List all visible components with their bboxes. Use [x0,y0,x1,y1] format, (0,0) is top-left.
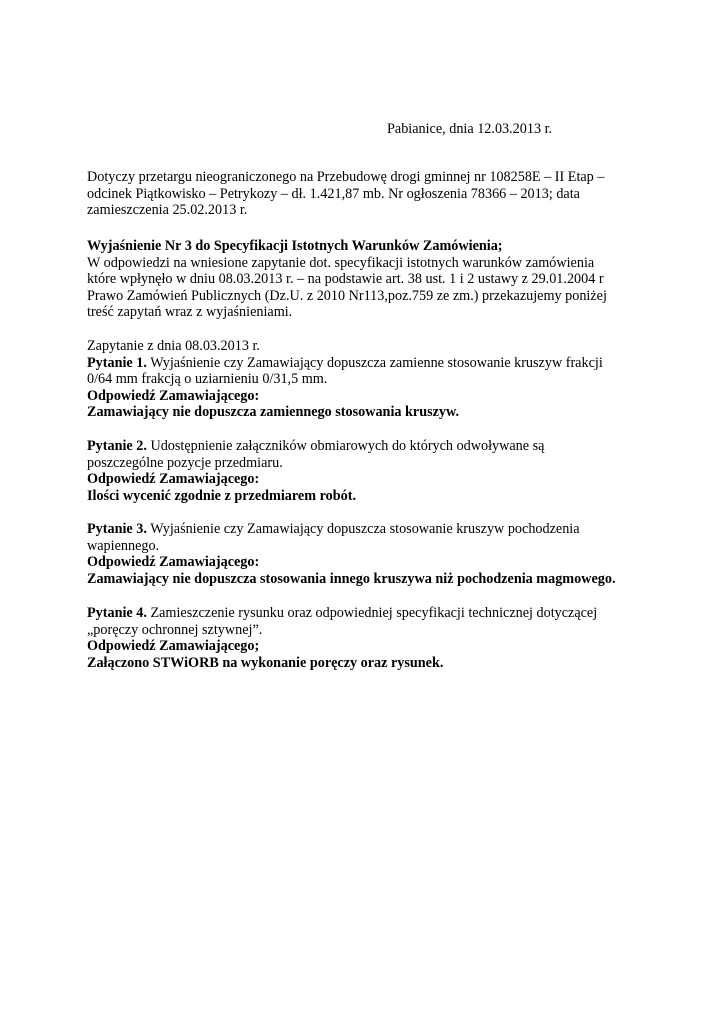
answer-label: Odpowiedź Zamawiającego: [87,387,260,404]
question-text: 0/64 mm frakcją o uziarnieniu 0/31,5 mm. [87,371,328,388]
subject-line: Dotyczy przetargu nieograniczonego na Przebudowę drogi gminnej nr 108258E – II Etap – [87,169,605,185]
answer-label: Odpowiedź Zamawiającego: [87,471,260,488]
question-text: wapiennego. [87,537,160,554]
intro-line: Prawo Zamówień Publicznych (Dz.U. z 2010 Nr113,poz.759 ze zm.) przekazujemy poniżej [87,287,607,304]
question-2-section [87,438,647,504]
explanation-section [87,238,647,321]
answer-label: Odpowiedź Zamawiającego: [87,554,260,571]
subject-paragraph [87,169,647,219]
question-text: Zamieszczenie rysunku oraz odpowiedniej specyfikacji technicznej dotyczącej [146,605,598,621]
date-line: Pabianice, dnia 12.03.2013 r. [387,121,553,137]
intro-line: W odpowiedzi na wniesione zapytanie dot. specyfikacji istotnych warunków zamówienia [87,254,595,271]
question-1-section [87,338,647,421]
explanation-title: Wyjaśnienie Nr 3 do Specyfikacji Istotnych Warunków Zamówienia; [87,238,503,254]
question-3-section [87,521,647,587]
answer-text: Zamawiający nie dopuszcza stosowania innego kruszywa niż pochodzenia magmowego. [87,570,616,587]
intro-line: które wpłynęło w dniu 08.03.2013 r. – na podstawie art. 38 ust. 1 i 2 ustawy z 29.01.2004 r [87,271,604,288]
subject-line: zamieszczenia 25.02.2013 r. [87,202,248,219]
question-label: Pytanie 4. [87,605,147,621]
question-text: Wyjaśnienie czy Zamawiający dopuszcza stosowanie kruszyw pochodzenia [146,521,580,537]
question-text: Udostępnienie załączników obmiarowych do których odwoływane są [146,438,545,454]
inquiry-date: Zapytanie z dnia 08.03.2013 r. [87,338,260,354]
question-text: Wyjaśnienie czy Zamawiający dopuszcza zamienne stosowanie kruszyw frakcji [146,354,603,371]
answer-label: Odpowiedź Zamawiającego; [87,638,260,655]
answer-text: Załączono STWiORB na wykonanie poręczy oraz rysunek. [87,654,444,671]
question-text: poszczególne pozycje przedmiaru. [87,454,283,471]
question-label: Pytanie 2. [87,438,147,454]
question-label: Pytanie 1. [87,354,147,371]
question-text: „poręczy ochronnej sztywnej”. [87,621,263,638]
answer-text: Zamawiający nie dopuszcza zamiennego stosowania kruszyw. [87,404,460,421]
subject-line: odcinek Piątkowisko – Petrykozy – dł. 1.421,87 mb. Nr ogłoszenia 78366 – 2013; data [87,185,580,202]
answer-text: Ilości wycenić zgodnie z przedmiarem robót. [87,487,356,504]
question-label: Pytanie 3. [87,521,147,537]
question-4-section [87,605,647,671]
intro-line: treść zapytań wraz z wyjaśnieniami. [87,304,293,321]
